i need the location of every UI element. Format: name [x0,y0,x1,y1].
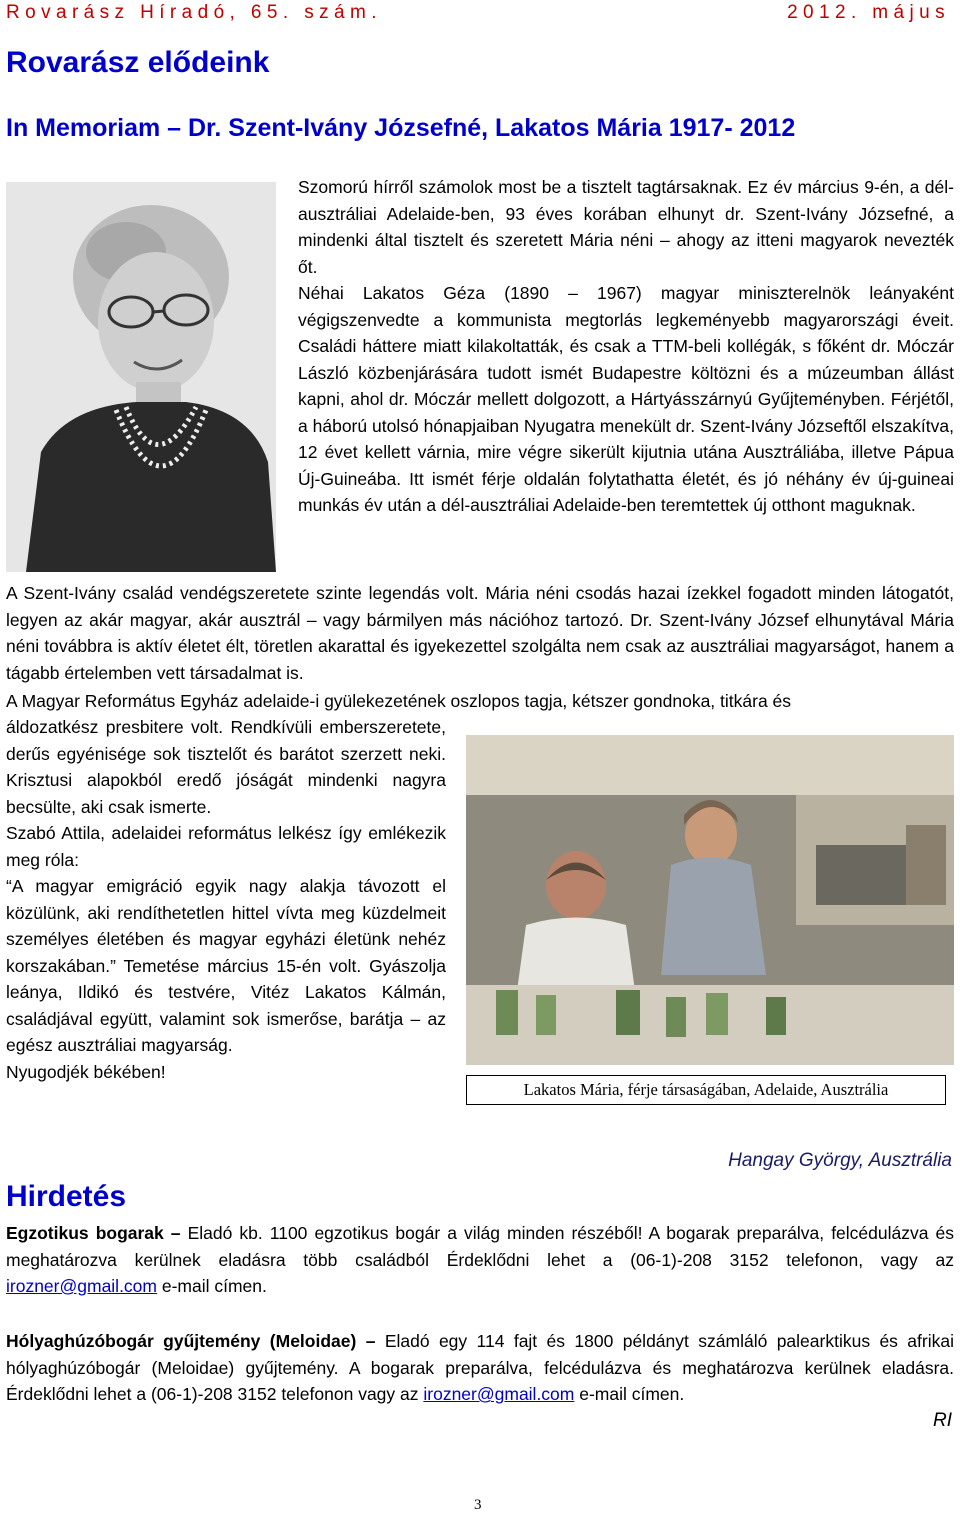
ad-tail: e-mail címen. [157,1276,267,1296]
ads-initials: RI [933,1410,952,1431]
ad-heading: Hólyaghúzóbogár gyűjtemény (Meloidae) – [6,1331,376,1351]
section-title: Rovarász elődeink [6,46,270,79]
hospitality-paragraph: A Szent-Ivány család vendégszeretete szinte legendás volt. Mária néni csodás hazai ízekkel fogadott minden látogatót, legyen az akár magyar, akár ausztrál – vagy bármilyen más nációhoz tartozó. Dr. Szent-Ivány József elhunytával Mária néni továbbra is aktív életet élt, töretlen akarattal és igyekezettel szolgálta nem csak az ausztráliai magyarságot, hanem a tágabb értelemben vett társadalmat is. [6,583,954,683]
ad-meloidae [6,1328,954,1408]
ad-exotic-beetles [6,1220,954,1300]
author-signature: Hangay György, Ausztrália [728,1150,952,1171]
intro-text [298,174,954,519]
header-title: Rovarász Híradó, 65. szám. [6,2,382,23]
header-date: 2012. május [787,2,950,23]
couple-photo [466,735,954,1065]
left-paragraph: Szabó Attila, adelaidei református lelkész így emlékezik meg róla: [6,823,446,870]
email-link[interactable]: irozner@gmail.com [423,1384,575,1404]
photo-caption: Lakatos Mária, férje társaságában, Adelaide, Ausztrália [466,1075,946,1105]
memoriam-title: In Memoriam – Dr. Szent-Ivány Józsefné, Lakatos Mária 1917- 2012 [6,114,796,142]
portrait-photo [6,182,276,572]
intro-paragraph: Szomorú hírről számolok most be a tisztelt tagtársaknak. Ez év március 9-én, a dél-ausztráliai Adelaide-ben, 93 éves korában elhunyt dr. Szent-Ivány Józsefné, a mindenki által tisztelt és szeretett Mária néni – ahogy az itteni magyarok nevezték őt. [298,177,954,277]
ad-heading: Egzotikus bogarak – [6,1223,181,1243]
left-paragraph: áldozatkész presbitere volt. Rendkívüli emberszeretete, derűs egyénisége sok tisztelőt és barátot szerzett neki. Krisztusi alapokból eredő jóságát mindenki nagyra becsülte, aki csak ismerte. [6,717,446,817]
quote-paragraph: “A magyar emigráció egyik nagy alakja távozott el közülünk, aki rendíthetetlen hittel vívta meg küzdelmeit személyes életében és magyar egyházi életünk nehéz korszakában.” Temetése március 15-én volt. Gyászolja leánya, Ildikó és testvére, Vitéz Lakatos Kálmán, családjával együtt, valamint sok ismerőse, barátja – az egész ausztráliai magyarság. [6,876,446,1055]
email-link[interactable]: irozner@gmail.com [6,1276,157,1296]
page-number: 3 [474,1497,482,1513]
ad-text: Eladó egy 114 fajt és 1800 példányt számláló palearktikus és afrikai hólyaghúzóbogár (Meloidae) gyűjtemény. A bogarak preparálva, felcédulázva és meghatározva kerülnek eladásra. Érdeklődni lehet a (06-1)-208 3152 telefonon vagy az [6,1331,954,1404]
closing-line: Nyugodjék békében! [6,1061,166,1082]
ad-tail: e-mail címen. [574,1384,685,1404]
ad-text: Eladó kb. 1100 egzotikus bogár a világ minden részéből! A bogarak preparálva, felcédulázva és meghatározva kerülnek eladásra több családból Érdeklődni lehet a (06-1)-208 3152 telefonon, vagy az [6,1223,954,1270]
intro-paragraph: Néhai Lakatos Géza (1890 – 1967) magyar miniszterelnök leányaként végigszenvedte a kommunista megtorlás legkeményebb magyarországi éveit. Családi háttere miatt kilakoltatták, és csak a TTM-beli kollégák, s főként dr. Móczár László közbenjárására tudott ismét Budapestre költözni és a múzeumban állást kapni, ahol dr. Móczár mellett dolgozott, a Hártyásszárnyú Gyűjteményben. Férjétől, a háború utolsó hónapjaiban Nyugatra menekült dr. Szent-Ivány Józseftől elszakítva, 12 évet kellett várnia, mire végre sikerült kijutnia utána Ausztráliába, illetve Pápua Új-Guineába. Itt ismét férje oldalán folytathatta életét, és jó néhány év új-guineai munkás év után a dél-ausztráliai Adelaide-ben teremtettek új otthont maguknak. [298,283,954,515]
ads-title: Hirdetés [6,1180,127,1213]
church-paragraph-start: A Magyar Református Egyház adelaide-i gyülekezetének oszlopos tagja, kétszer gondnoka, titkára és [6,691,792,711]
left-column [6,714,446,1085]
